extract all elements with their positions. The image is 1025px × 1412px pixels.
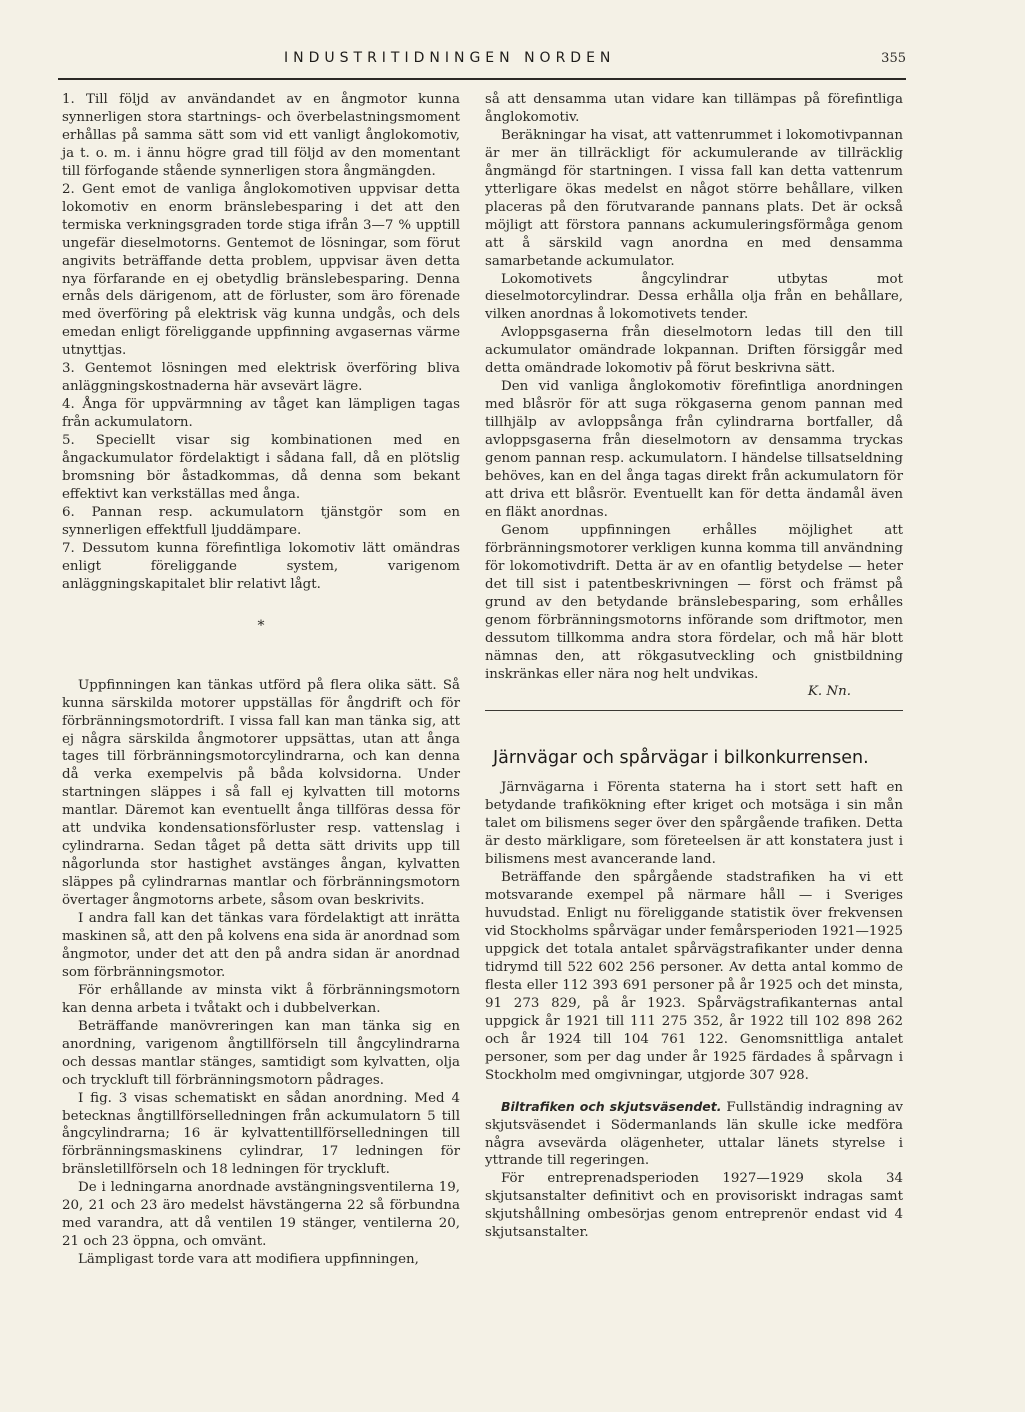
paragraph: så att densamma utan vidare kan tillämpas på förefintliga ånglokomotiv. [485, 92, 903, 125]
paragraph: I andra fall kan det tänkas vara fördelaktigt att inrätta maskinen så, att den på kolvens ena sida är anordnad som ångmotor, under det att den på andra sidan är anordnad som förbränningsmotor. [62, 911, 460, 980]
paragraph: De i ledningarna anordnade avstängningsventilerna 19, 20, 21 och 23 äro medelst hävstängerna 22 så förbundna med varandra, att då ventilen 19 stänger, ventilerna 20, 21 och 23 öppna, och omvänt. [62, 1180, 460, 1250]
paragraph: I fig. 3 visas schematiskt en sådan anordning. Med 4 betecknas ångtillförselledningen från ackumulatorn 5 till ångcylindrarna; 16 är kylvattentillförselledningen till förbränningsmaskinens cylindrar, 17 ledningen för bränsletillförseln och 18 ledningen för tryckluft. [62, 1090, 460, 1178]
paragraph: Lämpligast torde vara att modifiera uppfinningen, [78, 1252, 419, 1268]
paragraph: Den vid vanliga ånglokomotiv förefintliga anordningen med blåsrör för att suga rökgaserna genom pannan med tillhjälp av avloppsånga från cylindrarna bortfaller, då avloppsgaserna från dieselmotorn av densamma tryckas genom pannan resp. ackumulatorn. I händelse tillsatseldning behöves, kan en del ånga tagas direkt från ackumulatorn för att driva ett blåsrör. Eventuellt kan för detta ändamål även en fläkt anordnas. [485, 379, 903, 520]
paragraph: Uppfinningen kan tänkas utförd på flera olika sätt. Så kunna särskilda motorer uppställas för ångdrift och för förbränningsmotordrift. I vissa fall kan man tänka sig, att ej några särskilda ångmotorer uppsättas, utan att ånga tages till förbränningsmotorcylindrarna, och kan denna då verka exempelvis på båda kolvsidorna. Under startningen släppes i så fall ej kylvatten till motorns mantlar. Däremot kan eventuellt ånga tillföras dessa för att undvika kondensationsförluster resp. vattenslag i cylindrarna. Sedan tåget på detta sätt drivits upp till någorlunda stor hastighet avstänges ångan, kylvatten släppes på cylindrarnas mantlar och förbränningsmotorn övertager ångmotorns arbete, såsom ovan beskrivits. [62, 677, 460, 909]
paragraph: Genom uppfinningen erhålles möjlighet att förbränningsmotorer verkligen kunna komma till användning för lokomotivdrift. Detta är av en ofantlig betydelse — heter det till sist i patentbeskrivningen — först och främst på grund av den betydande bränslebesparing, som erhålles genom förbränningsmotorns införande som driftmotor, men dessutom tillkomma andra stora fördelar, och må här blott nämnas den, att rökgasutveckling och gnistbildning inskränkas eller nära nog helt undvikas. [485, 522, 903, 682]
paragraph: 6. Pannan resp. ackumulatorn tjänstgör som en synnerligen effektfull ljuddämpare. [62, 504, 460, 538]
notice-text: Fullständig indragning av skjutsväsendet i Södermanlands län skulle icke medföra några avsevärda olägenheter, uttalar länets styrelse i yttrande till regeringen. [485, 1099, 903, 1169]
running-header [58, 50, 906, 74]
left-column [62, 91, 460, 1269]
paragraph: 1. Till följd av användandet av en ångmotor kunna synnerligen stora startnings- och överbelastningsmoment erhållas på samma sätt som vid ett vanligt ånglokomotiv, ja t. o. m. i ännu högre grad till följd av den momentant till förfogande stående synnerligen stora ångmängden. [62, 92, 460, 179]
article-title: Järnvägar och spårvägar i bilkonkurrensen. [493, 748, 869, 769]
journal-title: INDUSTRITIDNINGEN NORDEN [284, 50, 616, 66]
paragraph: Beräkningar ha visat, att vattenrummet i lokomotivpannan är mer än tillräckligt för ackumulerande av tillräcklig ångmängd för startningen. I vissa fall kan detta vattenrum ytterligare ökas medelst en något större behållare, vilken placeras på den förutvarande pannans plats. Det är också möjligt att förstora pannans ackumuleringsförmåga genom att å särskild vagn anordna en med densamma samarbetande ackumulator. [485, 127, 903, 269]
paragraph: För erhållande av minsta vikt å förbränningsmotorn kan denna arbeta i tvåtakt och i dubbelverkan. [62, 982, 460, 1016]
paragraph: 5. Speciellt visar sig kombinationen med en ångackumulator fördelaktigt i sådana fall, då en plötslig bromsning bör åstadkommas, då denna som bekant effektivt kan verkställas med ånga. [62, 433, 460, 502]
paragraph: Beträffande den spårgående stadstrafiken ha vi ett motsvarande exempel på närmare håll — i Sveriges huvudstad. Enligt nu föreliggande statistik över frekvensen vid Stockholms spårvägar under femårsperioden 1921—1925 uppgick det totala antalet spårvägstrafikanter under denna tidrymd till 522 602 256 personer. Av detta antal kommo de flesta eller 112 393 691 personer på år 1925 och det minsta, 91 273 829, på år 1923. Spårvägstrafikanternas antal uppgick år 1921 till 111 275 352, år 1922 till 102 898 262 och år 1924 till 104 761 122. Genomsnittliga antalet personer, som per dag under år 1925 färdades å spårvagn i Stockholm med omgivningar, utgjorde 307 928. [485, 870, 903, 1083]
paragraph: 2. Gent emot de vanliga ånglokomotiven uppvisar detta lokomotiv en enorm bränslebesparing i det att den termiska verkningsgraden torde stiga ifrån 3—7 % upptill ungefär dieselmotorns. Gentemot de lösningar, som förut angivits beträffande detta problem, uppvisar även detta nya förfarande en ej obetydlig bränslebesparing. Denna ernås dels därigenom, att de förluster, som äro förenade med överföring på elektrisk väg kunna undgås, och dels emedan enligt föreliggande uppfinning avgasernas värme utnyttjas. [62, 181, 460, 359]
header-rule [58, 78, 906, 80]
paragraph: 7. Dessutom kunna förefintliga lokomotiv lätt omändras enligt föreliggande system, varigenom anläggningskapitalet blir relativt lågt. [62, 540, 460, 592]
paragraph: Avloppsgaserna från dieselmotorn ledas till den till ackumulator omändrade lokpannan. Driften försiggår med detta omändrade lokomotiv på förut beskrivna sätt. [485, 325, 903, 377]
paragraph: Lokomotivets ångcylindrar utbytas mot dieselmotorcylindrar. Dessa erhålla olja från en behållare, vilken anordnas å lokomotivets tender. [485, 271, 903, 323]
article-divider [485, 710, 903, 711]
author-signature: K. Nn. [807, 684, 851, 700]
paragraph: Beträffande manövreringen kan man tänka sig en anordning, varigenom ångtillförseln till ångcylindrarna och dessas mantlar stänges, samtidigt som kylvatten, olja och tryckluft till förbränningsmotorn pådrages. [62, 1018, 460, 1088]
paragraph: För entreprenadsperioden 1927—1929 skola 34 skjutsanstalter definitivt och en provisoriskt indragas samt skjutshållning ombesörjas genom entreprenör endast vid 4 skjutsanstalter. [485, 1171, 903, 1241]
paragraph: 4. Ånga för uppvärmning av tåget kan lämpligen tagas från ackumulatorn. [62, 397, 460, 431]
notice-rubric: Biltrafiken och skjutsväsendet. [501, 1098, 722, 1114]
notice-paragraph [485, 1098, 903, 1171]
page-number: 355 [881, 51, 906, 66]
section-separator: * [257, 617, 265, 634]
right-column [485, 91, 903, 1242]
paragraph: 3. Gentemot lösningen med elektrisk överföring bliva anläggningskostnaderna här avsevärt lägre. [62, 361, 460, 395]
paragraph: Järnvägarna i Förenta staterna ha i stort sett haft en betydande trafikökning efter kriget och motsäga i sin mån talet om bilismens seger över den spårgående trafiken. Detta är desto märkligare, som företeelsen är att konstatera just i bilismens mest avancerande land. [485, 780, 903, 868]
